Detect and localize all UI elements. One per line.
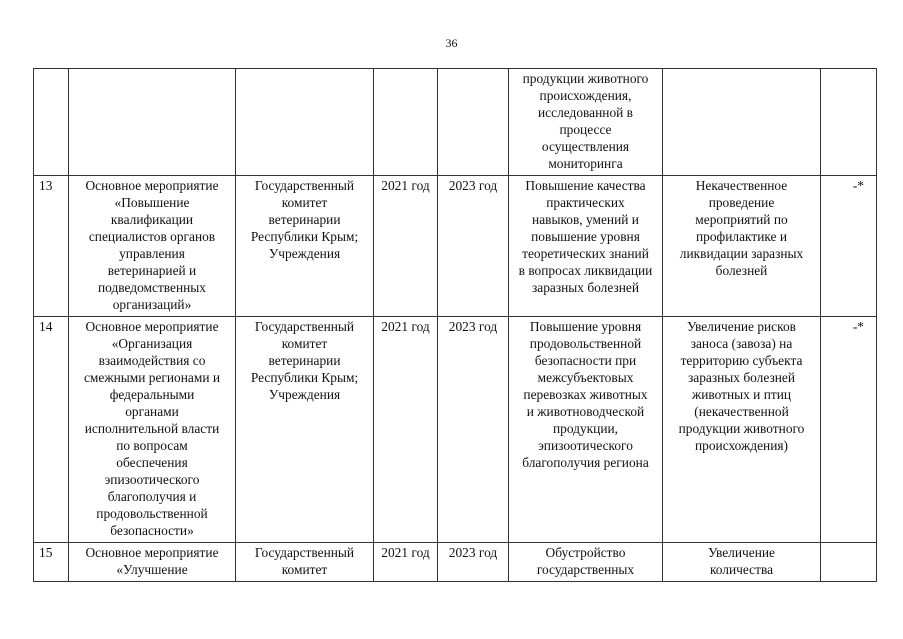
- result-cell: Повышение уровня продовольственной безопасности при межсубъектовых перевозках животных и животноводческой продукции, эпизоотического благополучия региона: [509, 317, 663, 543]
- table-row: [34, 543, 877, 582]
- executor-cell: Государственный комитет ветеринарии Республики Крым; Учреждения: [236, 317, 374, 543]
- row-number: 14: [34, 317, 69, 543]
- start-year-cell: [374, 69, 438, 176]
- consequence-cell: Увеличение количества: [663, 543, 821, 582]
- row-number: [34, 69, 69, 176]
- activity-cell: Основное мероприятие «Повышение квалификации специалистов органов управления ветеринарией и подведомственных организаций»: [69, 176, 236, 317]
- page-number: 36: [445, 36, 458, 50]
- activity-cell: Основное мероприятие «Организация взаимодействия со смежными регионами и федеральными органами исполнительной власти по вопросам обеспечения эпизоотического благополучия и продовольственной безопасности»: [69, 317, 236, 543]
- result-cell: продукции животного происхождения, исследованной в процессе осуществления мониторинга: [509, 69, 663, 176]
- note-cell: -*: [821, 317, 877, 543]
- end-year-cell: 2023 год: [438, 317, 509, 543]
- row-number: 15: [34, 543, 69, 582]
- end-year-cell: 2023 год: [438, 543, 509, 582]
- table-row: [34, 317, 877, 543]
- table-row: [34, 176, 877, 317]
- consequence-cell: Некачественное проведение мероприятий по профилактике и ликвидации заразных болезней: [663, 176, 821, 317]
- row-number: 13: [34, 176, 69, 317]
- result-cell: Обустройство государственных: [509, 543, 663, 582]
- executor-cell: Государственный комитет: [236, 543, 374, 582]
- executor-cell: Государственный комитет ветеринарии Республики Крым; Учреждения: [236, 176, 374, 317]
- table-row: [34, 69, 877, 176]
- note-cell: [821, 543, 877, 582]
- executor-cell: [236, 69, 374, 176]
- start-year-cell: 2021 год: [374, 176, 438, 317]
- activity-cell: Основное мероприятие «Улучшение: [69, 543, 236, 582]
- start-year-cell: 2021 год: [374, 317, 438, 543]
- end-year-cell: 2023 год: [438, 176, 509, 317]
- consequence-cell: [663, 69, 821, 176]
- activity-cell: [69, 69, 236, 176]
- end-year-cell: [438, 69, 509, 176]
- measures-table: [33, 68, 877, 582]
- start-year-cell: 2021 год: [374, 543, 438, 582]
- note-cell: -*: [821, 176, 877, 317]
- result-cell: Повышение качества практических навыков, умений и повышение уровня теоретических знаний в вопросах ликвидации заразных болезней: [509, 176, 663, 317]
- consequence-cell: Увеличение рисков заноса (завоза) на территорию субъекта заразных болезней животных и птиц (некачественной продукции животного происхождения): [663, 317, 821, 543]
- note-cell: [821, 69, 877, 176]
